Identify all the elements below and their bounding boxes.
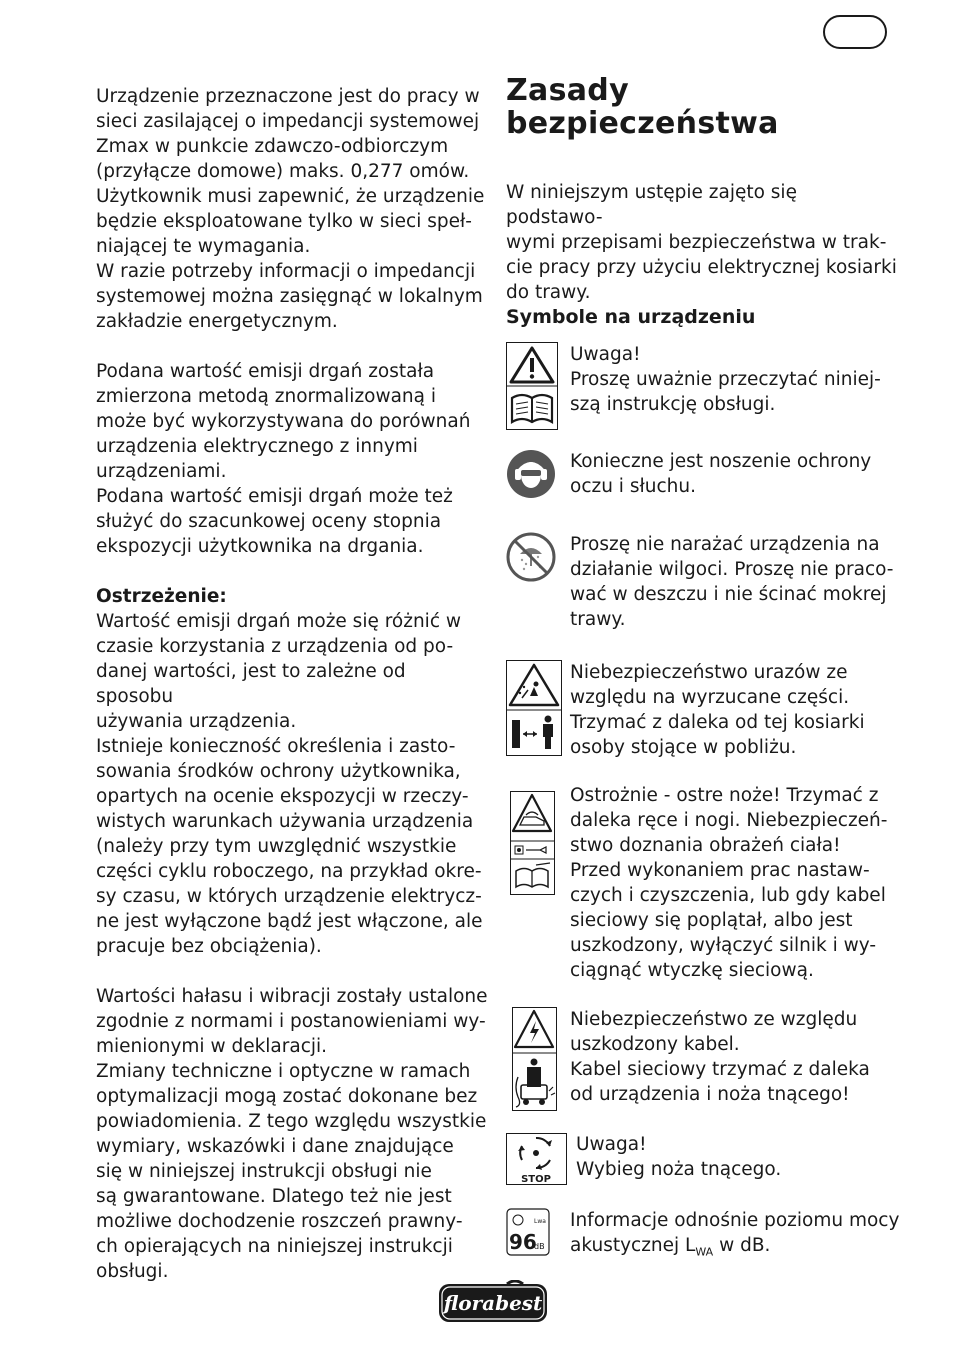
text-line: ne jest wyłączone bądź jest włączone, ale: [96, 911, 483, 932]
symbol-description: [570, 449, 906, 499]
text-line: obsługi.: [96, 1261, 169, 1282]
text-line: od urządzenia i noża tnącego!: [570, 1084, 850, 1105]
text-line: zmierzona metodą znormalizowaną i: [96, 386, 437, 407]
paragraph-warning: [96, 609, 488, 959]
text-line: Proszę nie narażać urządzenia na: [570, 534, 880, 555]
text-line: Przed wykonaniem prac nastaw-: [570, 860, 870, 881]
text-line: Użytkownik musi zapewnić, że urządzenie: [96, 186, 485, 207]
text-line: sieciowy się poplątał, albo jest: [570, 910, 853, 931]
florabest-logo: [437, 1280, 549, 1324]
title-line: Zasady: [506, 73, 629, 108]
paragraph-vibration: [96, 359, 488, 559]
text-line: optymalizacji mogą zostać dokonane bez: [96, 1086, 478, 1107]
text-line: niającej te wymagania.: [96, 236, 311, 257]
text-line: osoby stojące w pobliżu.: [570, 737, 797, 758]
text-line: akustycznej $L_{WA}$ w dB.: [570, 1235, 771, 1259]
blade-rundown-stop-icon: [506, 1132, 568, 1186]
symbol-description: [570, 532, 906, 632]
text-line: wymiary, wskazówki i dane znajdujące: [96, 1136, 454, 1157]
text-line: sieci zasilającej o impedancji systemowej: [96, 111, 480, 132]
text-line: ciągnąć wtyczkę sieciową.: [570, 960, 814, 981]
title-line: bezpieczeństwa: [506, 106, 779, 141]
text-line: (należy przy tym uwzględnić wszystkie: [96, 836, 457, 857]
text-line: stwo doznania obrażeń ciała!: [570, 835, 841, 856]
text-line: wistych warunkach używania urządzenia: [96, 811, 474, 832]
text-line: szą instrukcję obsługi.: [570, 394, 776, 415]
text-line: Uwaga!: [576, 1134, 647, 1155]
text-line: urządzeniami.: [96, 461, 227, 482]
lwa-label: Lwa: [534, 1218, 546, 1225]
text-line: Zmiany techniczne i optyczne w ramach: [96, 1061, 471, 1082]
sound-unit: dB: [534, 1242, 545, 1251]
symbol-description: [570, 783, 906, 983]
symbol-description: [570, 342, 906, 417]
text-line: Wartość emisji drgań może się różnić w: [96, 611, 461, 632]
text-line: uszkodzony kabel.: [570, 1034, 740, 1055]
text-line: systemowej można zasięgnąć w lokalnym: [96, 286, 483, 307]
text-line: Istnieje konieczność określenia i zasto-: [96, 736, 456, 757]
text-line: czych i czyszczenia, lub gdy kabel: [570, 885, 886, 906]
text-line: danej wartości, jest to zależne od sposobu: [96, 661, 406, 707]
text-line: Podana wartość emisji drgań została: [96, 361, 435, 382]
text-line: opartych na ocenie ekspozycji w rzeczy-: [96, 786, 469, 807]
text-line: cie pracy przy użyciu elektrycznej kosiarki: [506, 257, 897, 278]
text-line: czasie korzystania z urządzenia od po-: [96, 636, 454, 657]
text-line: Zmax w punkcie zdawczo-odbiorczym: [96, 136, 449, 157]
text-line: będzie eksploatowane tylko w sieci speł-: [96, 211, 472, 232]
text-line: Ostrożnie - ostre noże! Trzymać z: [570, 785, 879, 806]
section-intro: [506, 180, 898, 305]
text-line: wymi przepisami bezpieczeństwa w trak-: [506, 232, 887, 253]
text-line: Wartości hałasu i wibracji zostały ustalone: [96, 986, 488, 1007]
text-line: części cyklu roboczego, na przykład okre-: [96, 861, 482, 882]
symbol-description: [576, 1132, 912, 1182]
text-line: Podana wartość emisji drgań może też: [96, 486, 453, 507]
text-line: W niniejszym ustępie zajęto się podstawo-: [506, 182, 797, 228]
text-line: sy czasu, w których urządzenie elektrycz-: [96, 886, 482, 907]
text-line: ekspozycji użytkownika na drgania.: [96, 536, 424, 557]
section-title: [506, 74, 906, 140]
text-line: Proszę uważnie przeczytać niniej-: [570, 369, 881, 390]
stop-label: STOP: [521, 1174, 551, 1185]
text-line: Niebezpieczeństwo urazów ze: [570, 662, 848, 683]
text-line: możliwe dochodzenie roszczeń prawny-: [96, 1211, 463, 1232]
text-line: Konieczne jest noszenie ochrony: [570, 451, 872, 472]
left-column: [96, 84, 488, 1284]
sharp-blades-icon: [506, 783, 558, 895]
logo-text: florabest: [443, 1291, 543, 1315]
text-line: (przyłącze domowe) maks. 0,277 omów.: [96, 161, 470, 182]
text-line: oczu i słuchu.: [570, 476, 696, 497]
text-line: sowania środków ochrony użytkownika,: [96, 761, 461, 782]
text-line: działanie wilgoci. Proszę nie praco-: [570, 559, 894, 580]
text-line: Kabel sieciowy trzymać z daleka: [570, 1059, 870, 1080]
text-line: W razie potrzeby informacji o impedancji: [96, 261, 476, 282]
text-line: Trzymać z daleka od tej kosiarki: [570, 712, 865, 733]
right-column: [506, 73, 906, 1259]
symbol-description: [570, 1007, 906, 1107]
text-line: Wybieg noża tnącego.: [576, 1159, 782, 1180]
text-line: Urządzenie przeznaczone jest do pracy w: [96, 86, 480, 107]
text-line: daleka ręce i nogi. Niebezpieczeń-: [570, 810, 888, 831]
text-line: Informacje odnośnie poziomu mocy: [570, 1210, 900, 1231]
symbol-description: [570, 1208, 906, 1265]
warning-heading: Ostrzeżenie:: [96, 586, 227, 607]
damaged-cable-icon: [506, 1007, 558, 1111]
text-line: zakładzie energetycznym.: [96, 311, 338, 332]
symbol-description: [570, 660, 906, 760]
text-line: uszkodzony, wyłączyć silnik i wy-: [570, 935, 877, 956]
text-line: do trawy.: [506, 282, 591, 303]
text-line: ch opierających na niniejszej instrukcji: [96, 1236, 453, 1257]
text-line: są gwarantowane. Dlatego też nie jest: [96, 1186, 452, 1207]
text-line: się w niniejszej instrukcji obsługi nie: [96, 1161, 432, 1182]
warning-read-manual-icon: [506, 342, 558, 430]
symbols-heading: Symbole na urządzeniu: [506, 306, 756, 328]
thrown-objects-icon: [506, 660, 562, 756]
text-line: wać w deszczu i nie ścinać mokrej: [570, 584, 887, 605]
text-line: powiadomienia. Z tego względu wszystkie: [96, 1111, 487, 1132]
language-badge: [823, 15, 887, 49]
text-line: względu na wyrzucane części.: [570, 687, 850, 708]
text-line: trawy.: [570, 609, 626, 630]
text-line: Uwaga!: [570, 344, 641, 365]
sound-value: 96: [509, 1230, 537, 1254]
text-line: pracuje bez obciążenia).: [96, 936, 322, 957]
paragraph-noise: [96, 984, 488, 1284]
eye-ear-protection-icon: [506, 449, 556, 499]
text-line: używania urządzenia.: [96, 711, 297, 732]
sound-power-level-icon: [506, 1208, 550, 1256]
text-line: służyć do szacunkowej oceny stopnia: [96, 511, 442, 532]
paragraph-impedance: [96, 84, 488, 334]
text-line: zgodnie z normami i postanowieniami wy-: [96, 1011, 486, 1032]
text-line: mienionymi w deklaracji.: [96, 1036, 328, 1057]
text-line: może być wykorzystywana do porównań: [96, 411, 471, 432]
no-rain-icon: [506, 532, 556, 582]
text-line: urządzenia elektrycznego z innymi: [96, 436, 418, 457]
text-line: Niebezpieczeństwo ze względu: [570, 1009, 858, 1030]
